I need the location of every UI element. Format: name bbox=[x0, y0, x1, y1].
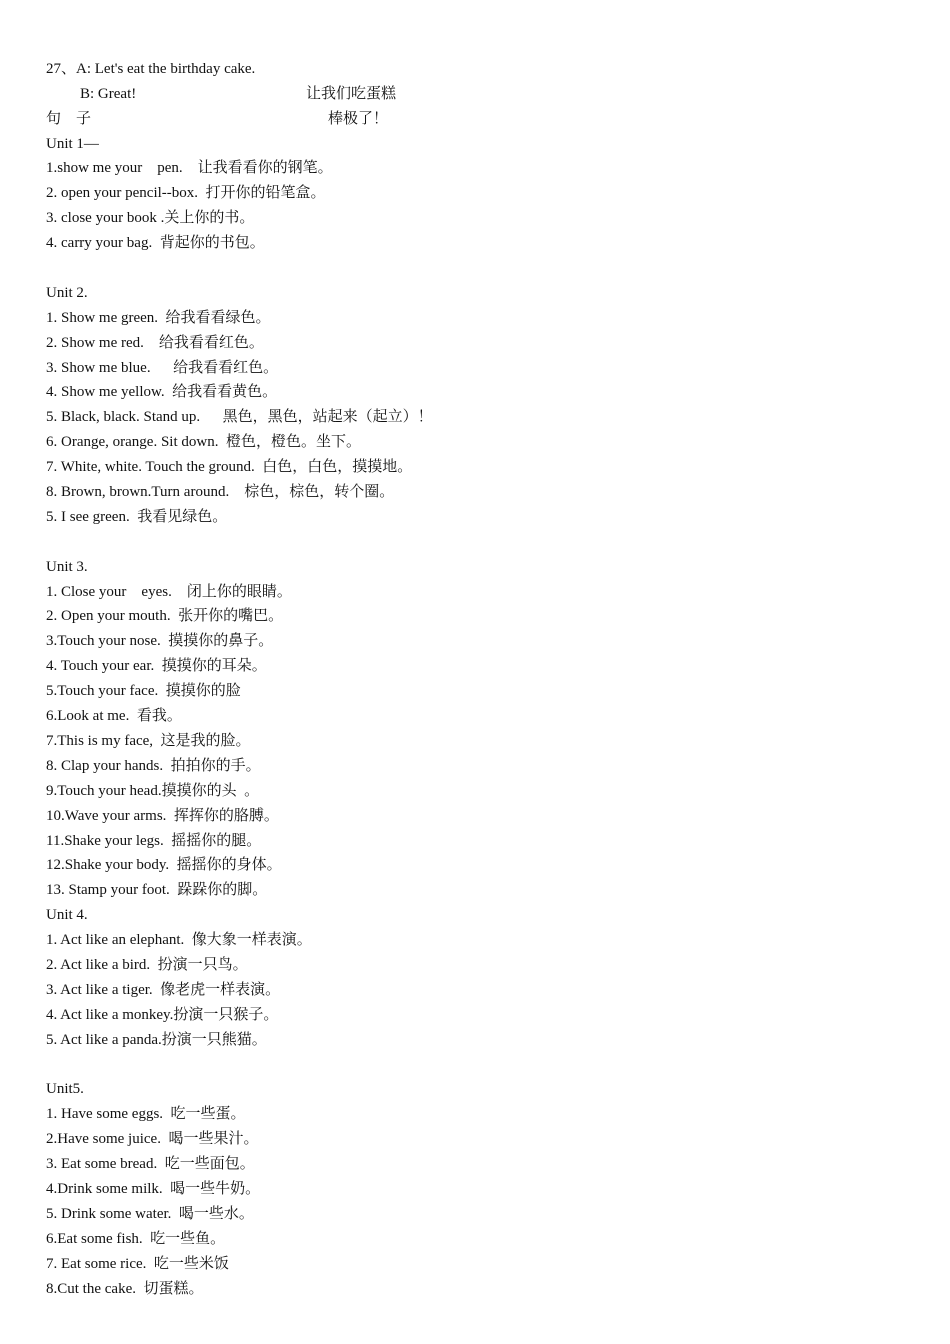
sentence-line: 3. close your book .关上你的书。 bbox=[46, 210, 255, 227]
sentence-line: 1. Show me green. 给我看看绿色。 bbox=[46, 309, 271, 326]
sentence-line: 4. Touch your ear. 摸摸你的耳朵。 bbox=[46, 658, 267, 675]
sentence-line: 4. Act like a monkey.扮演一只猴子。 bbox=[46, 1006, 279, 1023]
sentence-line: 3. Act like a tiger. 像老虎一样表演。 bbox=[46, 981, 281, 998]
sentence-line: 4. carry your bag. 背起你的书包。 bbox=[46, 235, 265, 252]
sentence-line: 10.Wave your arms. 挥挥你的胳膊。 bbox=[46, 807, 279, 824]
sentence-line: 3.Touch your nose. 摸摸你的鼻子。 bbox=[46, 633, 274, 650]
sentence-line: 3. Eat some bread. 吃一些面包。 bbox=[46, 1156, 255, 1173]
dialog-b-chinese: 棒极了！ bbox=[328, 110, 389, 127]
sentence-line: 5.Touch your face. 摸摸你的脸 bbox=[46, 683, 241, 700]
sentence-line: 1. Act like an elephant. 像大象一样表演。 bbox=[46, 932, 312, 949]
sentence-line: 2. Show me red. 给我看看红色。 bbox=[46, 334, 264, 351]
sentence-line: 8. Brown, brown.Turn around. 棕色，棕色，转个圈。 bbox=[46, 484, 395, 501]
sentence-line: 6.Eat some fish. 吃一些鱼。 bbox=[46, 1230, 226, 1247]
sentence-line: 5. I see green. 我看见绿色。 bbox=[46, 508, 228, 525]
unit-heading: Unit 3. bbox=[46, 558, 88, 575]
sentence-line: 5. Drink some water. 喝一些水。 bbox=[46, 1205, 254, 1222]
sentence-line: 2. Act like a bird. 扮演一只鸟。 bbox=[46, 956, 248, 973]
unit-heading: Unit 4. bbox=[46, 907, 88, 924]
sentence-line: 8.Cut the cake. 切蛋糕。 bbox=[46, 1280, 204, 1297]
section-title: 句 子 bbox=[46, 110, 92, 127]
sentence-line: 1.show me your pen. 让我看看你的钢笔。 bbox=[46, 160, 333, 177]
sentence-line: 7. Eat some rice. 吃一些米饭 bbox=[46, 1255, 229, 1272]
sentence-line: 4.Drink some milk. 喝一些牛奶。 bbox=[46, 1180, 261, 1197]
sentence-line: 7.This is my face, 这是我的脸。 bbox=[46, 732, 251, 749]
spacer bbox=[46, 82, 906, 107]
document-page bbox=[46, 32, 906, 1301]
dialog-b-english: B: Great! bbox=[80, 85, 137, 102]
sentence-line: 2. open your pencil--box. 打开你的铅笔盒。 bbox=[46, 185, 326, 202]
sentence-line: 6.Look at me. 看我。 bbox=[46, 708, 182, 725]
unit-heading: Unit 2. bbox=[46, 284, 88, 301]
unit-heading: Unit5. bbox=[46, 1081, 84, 1098]
sentence-line: 5. Act like a panda.扮演一只熊猫。 bbox=[46, 1031, 267, 1048]
sentence-line: 13. Stamp your foot. 跺跺你的脚。 bbox=[46, 882, 268, 899]
sentence-line: 6. Orange, orange. Sit down. 橙色，橙色。坐下。 bbox=[46, 434, 361, 451]
sentence-line: 12.Shake your body. 摇摇你的身体。 bbox=[46, 857, 282, 874]
sentence-line: 1. Have some eggs. 吃一些蛋。 bbox=[46, 1106, 246, 1123]
sentence-line: 11.Shake your legs. 摇摇你的腿。 bbox=[46, 832, 262, 849]
sentence-line: 2.Have some juice. 喝一些果汁。 bbox=[46, 1131, 259, 1148]
dialog-a-english: 27、A: Let's eat the birthday cake. bbox=[46, 60, 256, 77]
sentence-line: 8. Clap your hands. 拍拍你的手。 bbox=[46, 757, 261, 774]
spacer bbox=[46, 256, 906, 281]
sentence-line: 5. Black, black. Stand up. 黑色，黑色，站起来（起立）！ bbox=[46, 409, 433, 426]
spacer bbox=[46, 530, 906, 555]
sentence-line: 7. White, white. Touch the ground. 白色，白色，摸摸地。 bbox=[46, 459, 413, 476]
sentence-line: 2. Open your mouth. 张开你的嘴巴。 bbox=[46, 608, 284, 625]
sentence-line: 9.Touch your head.摸摸你的头 。 bbox=[46, 782, 260, 799]
sentence-line: 4. Show me yellow. 给我看看黄色。 bbox=[46, 384, 278, 401]
dialog-a-chinese: 让我们吃蛋糕 bbox=[306, 85, 397, 102]
unit-heading: Unit 1— bbox=[46, 135, 99, 152]
spacer bbox=[46, 1053, 906, 1078]
sentence-line: 1. Close your eyes. 闭上你的眼睛。 bbox=[46, 583, 292, 600]
sentence-line: 3. Show me blue. 给我看看红色。 bbox=[46, 359, 279, 376]
